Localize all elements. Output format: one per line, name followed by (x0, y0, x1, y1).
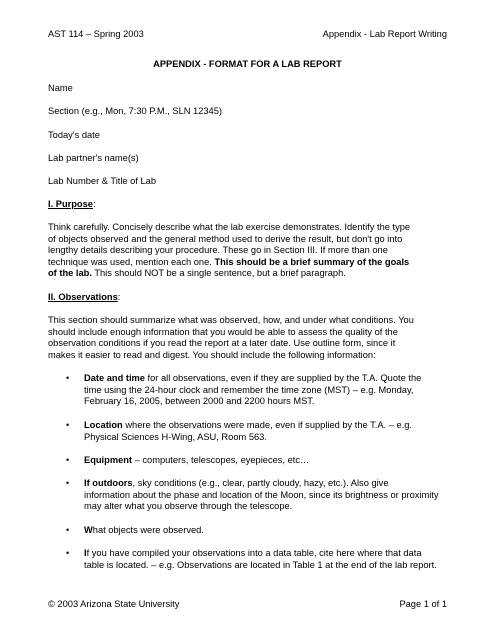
bullet-bold: If outdoors (84, 478, 133, 488)
purpose-line4-normal: technique was used, mention each one. (48, 256, 215, 267)
field-date: Today's date (48, 130, 100, 140)
field-lab-number: Lab Number & Title of Lab (48, 176, 157, 186)
bullet-rest: – computers, telescopes, eyepieces, etc… (132, 455, 310, 465)
purpose-line (48, 268, 448, 280)
bullet-line (84, 373, 454, 385)
purpose-line4-bold: This should be a brief summary of the goals (214, 256, 410, 267)
field-partners: Lab partner's name(s) (48, 153, 139, 163)
bullet-item-objects (84, 525, 454, 537)
field-section: Section (e.g., Mon, 7:30 P.M., SLN 12345) (48, 106, 222, 116)
bullet-item-date-time (84, 373, 454, 408)
bullet-item-outdoors (84, 478, 454, 513)
observations-line: observation conditions if you read the report at a later date. Use outline form, since it (48, 338, 396, 349)
page-footer (48, 599, 447, 611)
observations-line: This section should summarize what was observed, how, and under what conditions. You (48, 315, 414, 325)
bullet-item-equipment (84, 455, 454, 467)
bullet-line (84, 455, 454, 467)
bullet-line: February 16, 2005, between 2000 and 2200 hours MST. (84, 396, 315, 407)
bullet-marker: • (66, 525, 70, 535)
bullet-bold: Location (84, 420, 123, 430)
bullet-rest: hat objects were observed. (92, 525, 204, 535)
purpose-line (48, 257, 448, 269)
bullet-line: Physical Sciences H-Wing, ASU, Room 563. (84, 431, 267, 442)
bullet-bold: I (84, 548, 87, 558)
bullet-line: table is located. – e.g. Observations are located in Table 1 at the end of the lab report. (84, 559, 437, 570)
observations-line: makes it easier to read and digest. You should include the following information: (48, 349, 376, 360)
bullet-item-data-table (84, 548, 454, 571)
bullet-bold: W (84, 525, 93, 535)
page-header (48, 29, 447, 41)
purpose-line5-bold: of the lab. (48, 268, 92, 279)
purpose-heading-text: I. Purpose (48, 199, 93, 209)
purpose-line: Think carefully. Concisely describe what the lab exercise demonstrates. Identify the type (48, 222, 411, 232)
bullet-item-location (84, 420, 454, 443)
bullet-marker: • (66, 373, 70, 383)
purpose-line: of objects observed and the general method used to derive the result, but don't go into (48, 233, 403, 244)
bullet-marker: • (66, 420, 70, 430)
bullet-line (84, 478, 454, 490)
observations-paragraph (48, 315, 448, 361)
bullet-line (84, 548, 454, 560)
bullet-marker: • (66, 548, 70, 558)
observations-heading-text: II. Observations (48, 292, 118, 302)
footer-copyright: © 2003 Arizona State University (48, 599, 180, 609)
bullet-line (84, 420, 454, 432)
purpose-line5-normal: This should NOT be a single sentence, but a brief paragraph. (91, 268, 346, 279)
bullet-rest: , sky conditions (e.g., clear, partly cloudy, hazy, etc.). Also give (132, 478, 389, 488)
bullet-line: time using the 24-hour clock and remember the time zone (MST) – e.g. Monday, (84, 384, 414, 395)
purpose-paragraph (48, 222, 448, 280)
bullet-marker: • (66, 478, 70, 488)
header-section-title: Appendix - Lab Report Writing (322, 29, 447, 39)
purpose-heading (48, 199, 96, 211)
bullet-bold: Equipment (84, 455, 133, 465)
bullet-rest: where the observations were made, even if supplied by the T.A. – e.g. (122, 420, 412, 430)
observations-line: should include enough information that you would be able to assess the quality of the (48, 326, 398, 337)
purpose-heading-colon: : (92, 199, 96, 209)
bullet-line (84, 525, 454, 537)
footer-page-number: Page 1 of 1 (399, 599, 447, 609)
bullet-line: may alter what you observe through the telescope. (84, 501, 293, 512)
purpose-line: lengthy details describing your procedure. These go in Section III. If more than one (48, 245, 388, 256)
observations-heading-colon: : (117, 292, 121, 302)
bullet-line: information about the phase and location of the Moon, since its brightness or proximity (84, 489, 439, 500)
field-name: Name (48, 83, 73, 93)
document-title: APPENDIX - FORMAT FOR A LAB REPORT (153, 59, 342, 69)
bullet-rest: for all observations, even if they are supplied by the T.A. Quote the (144, 373, 422, 383)
header-course: AST 114 – Spring 2003 (48, 29, 144, 39)
observations-heading (48, 292, 120, 304)
bullet-rest: f you have compiled your observations into a data table, cite here where that data (86, 548, 422, 558)
bullet-marker: • (66, 455, 70, 465)
bullet-bold: Date and time (84, 373, 145, 383)
